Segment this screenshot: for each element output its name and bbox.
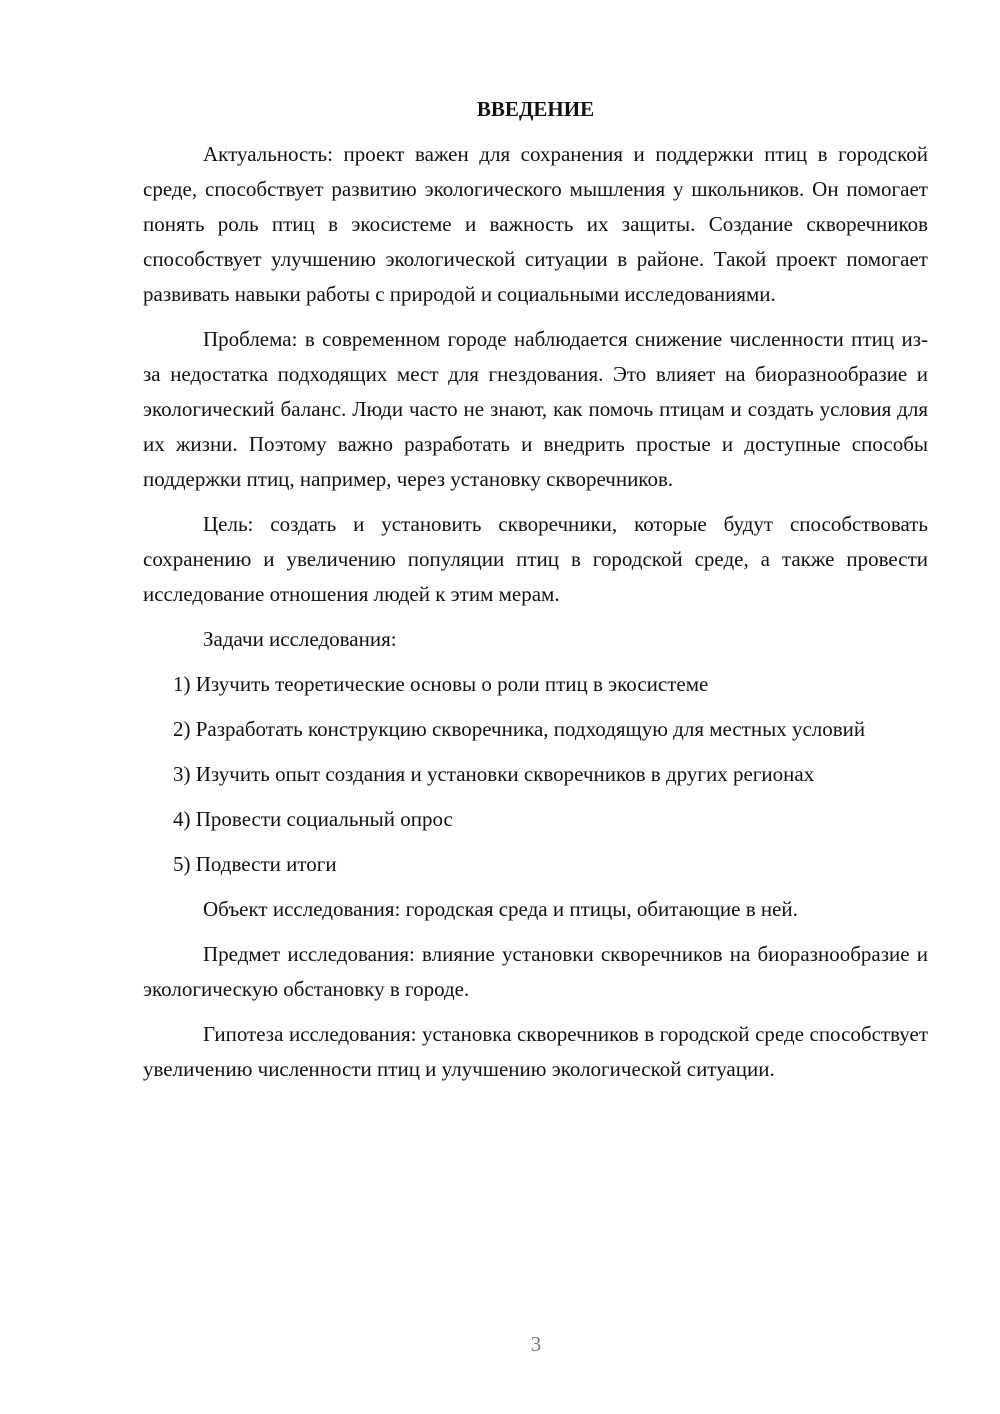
hypothesis-paragraph: Гипотеза исследования: установка скворечников в городской среде способствует увеличению численности птиц и улучшению экологической ситуации. (143, 1022, 928, 1081)
document-page (143, 92, 928, 1087)
task-item-3: 3) Изучить опыт создания и установки скворечников в других регионах (173, 762, 815, 786)
page-title: ВВЕДЕНИЕ (476, 97, 595, 121)
task-item-1: 1) Изучить теоретические основы о роли птиц в экосистеме (173, 672, 709, 696)
task-item-2: 2) Разработать конструкцию скворечника, подходящую для местных условий (173, 717, 866, 741)
goal-paragraph: Цель: создать и установить скворечники, которые будут способствовать сохранению и увеличению популяции птиц в городской среде, а также провести исследование отношения людей к этим мерам. (143, 512, 928, 606)
task-item-5: 5) Подвести итоги (173, 852, 337, 876)
object-paragraph: Объект исследования: городская среда и птицы, обитающие в ней. (203, 897, 798, 921)
subject-paragraph: Предмет исследования: влияние установки скворечников на биоразнообразие и экологическую обстановку в городе. (143, 942, 928, 1001)
task-item-4: 4) Провести социальный опрос (173, 807, 453, 831)
tasks-heading: Задачи исследования: (203, 627, 397, 651)
relevance-paragraph: Актуальность: проект важен для сохранения и поддержки птиц в городской среде, способствует развитию экологического мышления у школьников. Он помогает понять роль птиц в экосистеме и важность их защиты. Создание скворечников способствует улучшению экологической ситуации в районе. Такой проект помогает развивать навыки работы с природой и социальными исследованиями. (143, 142, 928, 306)
problem-paragraph: Проблема: в современном городе наблюдается снижение численности птиц из-за недостатка подходящих мест для гнездования. Это влияет на биоразнообразие и экологический баланс. Люди часто не знают, как помочь птицам и создать условия для их жизни. Поэтому важно разработать и внедрить простые и доступные способы поддержки птиц, например, через установку скворечников. (143, 327, 928, 491)
page-number: 3 (530, 1332, 542, 1356)
